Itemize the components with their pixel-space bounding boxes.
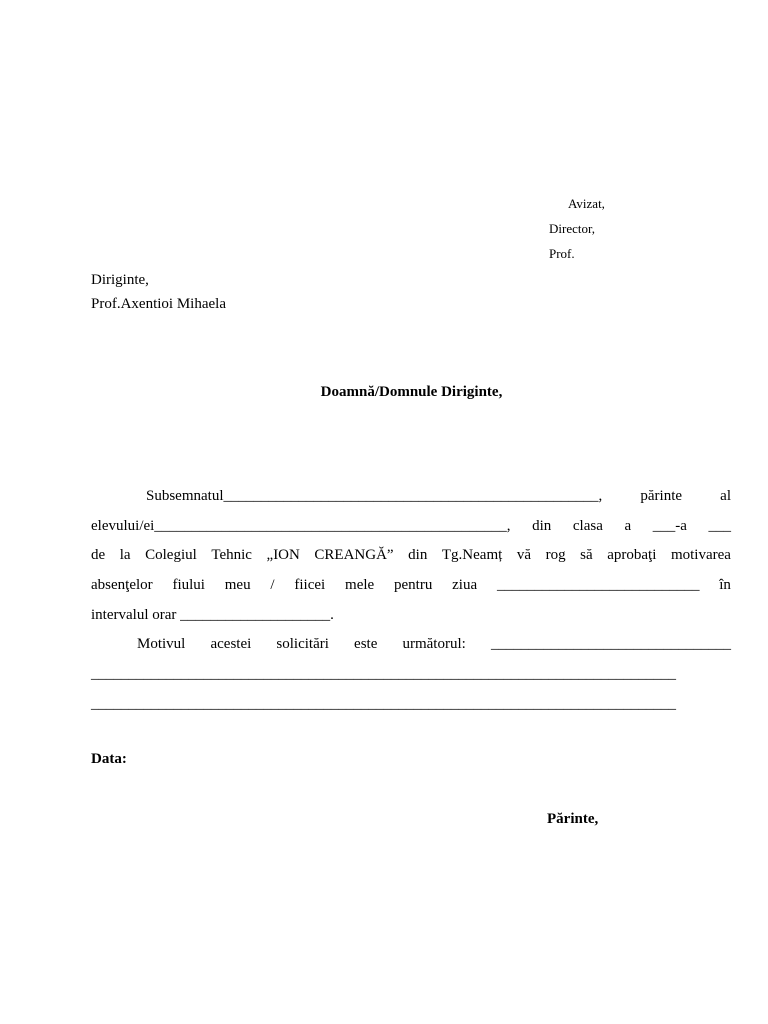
body-line-2-word: elevului/ei_______________________________________________, (91, 518, 511, 534)
approval-block (549, 191, 605, 266)
body-line-4-word: mele (345, 577, 375, 593)
body-line-3-word: rog (545, 547, 566, 563)
body-line-3-word: „ION (266, 547, 300, 563)
body-line-6-word: următorul: (402, 636, 466, 652)
body-line-1-word: al (720, 488, 731, 504)
body-line-2-word: din (532, 518, 552, 534)
body-line-1 (91, 484, 731, 508)
body-line-3-word: de (91, 547, 106, 563)
date-label: Data: (91, 751, 127, 767)
approval-director: Director, (549, 221, 596, 236)
recipient-block (91, 268, 226, 316)
body-line-3-word: Colegiul (145, 547, 197, 563)
body-line-3-word: la (119, 547, 131, 563)
body-line-1-word: Subsemnatul__________________________________________________, (146, 488, 603, 504)
body-line-3 (91, 543, 731, 567)
approval-avizat: Avizat, (568, 196, 605, 211)
body-line-4-word: pentru (394, 577, 433, 593)
recipient-name: Prof.Axentioi Mihaela (91, 296, 226, 312)
body-line-6-word: acestei (210, 636, 252, 652)
body-line-6-word: ________________________________ (490, 636, 731, 652)
body-line-4-word: ___________________________ (496, 577, 700, 593)
body-line-3-word: să (580, 547, 593, 563)
parent-signature-label: Părinte, (547, 811, 599, 827)
body-line-4-word: în (719, 577, 731, 593)
body-line-4-word: / (270, 577, 275, 593)
body-line-3-word: CREANGĂ” (314, 547, 394, 563)
reason-blank-line-2: ______________________________________________________________________________ (91, 696, 676, 712)
body-line-4-word: fiicei (294, 577, 326, 593)
body-line-3-word: aprobaţi (607, 547, 657, 563)
body-line-6-word: solicitări (276, 636, 329, 652)
body-line-2 (91, 514, 731, 538)
body-line-2-word: clasa (572, 518, 603, 534)
salutation: Doamnă/Domnule Diriginte, (320, 384, 503, 400)
body-line-2-word: ___ (708, 518, 731, 534)
body-line-6 (91, 632, 731, 656)
body-line-2-word: a (624, 518, 632, 534)
reason-blank-line-1: ______________________________________________________________________________ (91, 666, 676, 682)
body-line-4 (91, 573, 731, 597)
body-line-4-word: absenţelor (91, 577, 153, 593)
body-line-3-word: vă (516, 547, 532, 563)
body-line-6-word: Motivul (137, 636, 186, 652)
body-line-5: intervalul orar ____________________. (91, 607, 334, 623)
recipient-title: Diriginte, (91, 272, 149, 288)
body-line-3-word: din (408, 547, 428, 563)
body-line-3-word: motivarea (670, 547, 731, 563)
body-line-4-word: meu (224, 577, 251, 593)
approval-prof: Prof. (549, 246, 575, 261)
body-line-2-word: ___-a (652, 518, 687, 534)
body-line-4-word: ziua (452, 577, 478, 593)
body-line-4-word: fiului (172, 577, 205, 593)
body-line-3-word: Tehnic (211, 547, 252, 563)
body-line-3-word: Tg.Neamț (441, 547, 503, 563)
body-line-6-word: este (354, 636, 378, 652)
body-line-1-word: părinte (640, 488, 683, 504)
